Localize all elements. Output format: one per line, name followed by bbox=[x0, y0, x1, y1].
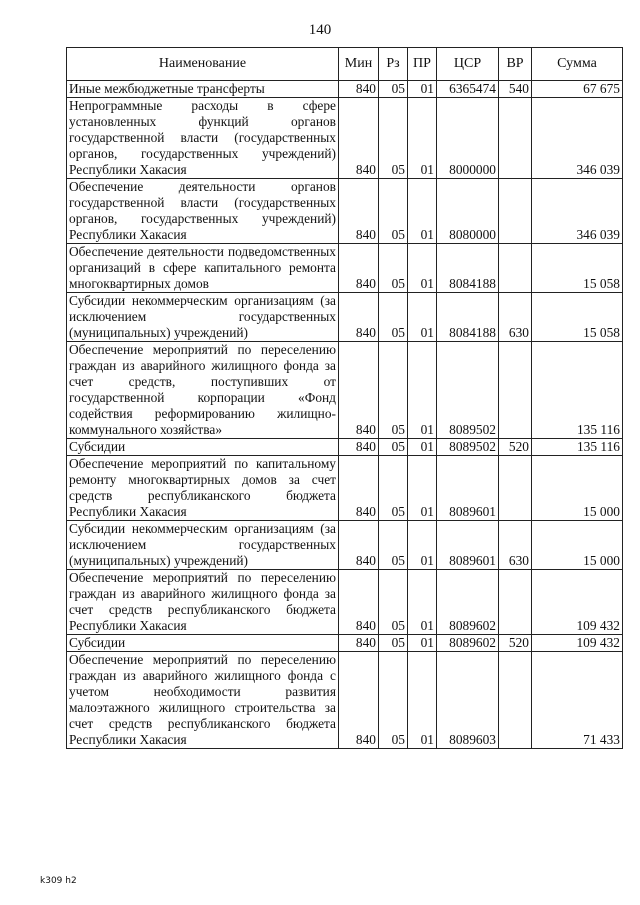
cell-vr bbox=[499, 456, 532, 521]
cell-vr bbox=[499, 98, 532, 179]
budget-table bbox=[66, 47, 623, 749]
cell-csr: 8089601 bbox=[437, 521, 499, 570]
cell-rz: 05 bbox=[379, 652, 408, 749]
cell-name: Субсидии bbox=[67, 439, 339, 456]
cell-name: Обеспечение мероприятий по капитальному ремонту многоквартирных домов за счет средств республиканского бюджета Республики Хакасия bbox=[67, 456, 339, 521]
cell-min: 840 bbox=[339, 342, 379, 439]
cell-pr: 01 bbox=[408, 456, 437, 521]
header-name: Наименование bbox=[67, 48, 339, 81]
cell-min: 840 bbox=[339, 179, 379, 244]
cell-vr bbox=[499, 342, 532, 439]
cell-vr bbox=[499, 570, 532, 635]
cell-min: 840 bbox=[339, 293, 379, 342]
cell-min: 840 bbox=[339, 98, 379, 179]
cell-csr: 8089502 bbox=[437, 439, 499, 456]
header-pr: ПР bbox=[408, 48, 437, 81]
header-rz: Рз bbox=[379, 48, 408, 81]
table-header-row bbox=[67, 48, 623, 81]
cell-pr: 01 bbox=[408, 179, 437, 244]
cell-name: Обеспечение мероприятий по переселению граждан из аварийного жилищного фонда за счет средств республиканского бюджета Республики Хакасия bbox=[67, 570, 339, 635]
cell-min: 840 bbox=[339, 570, 379, 635]
header-sum: Сумма bbox=[532, 48, 623, 81]
cell-sum: 71 433 bbox=[532, 652, 623, 749]
page-number: 140 bbox=[308, 22, 332, 38]
cell-rz: 05 bbox=[379, 244, 408, 293]
cell-min: 840 bbox=[339, 439, 379, 456]
table-row bbox=[67, 342, 623, 439]
cell-pr: 01 bbox=[408, 244, 437, 293]
cell-name: Обеспечение мероприятий по переселению граждан из аварийного жилищного фонда за счет средств, поступивших от государственной корпорации «Фонд содействия реформированию жилищно-коммунального хозяйства» bbox=[67, 342, 339, 439]
cell-vr: 540 bbox=[499, 81, 532, 98]
cell-vr bbox=[499, 179, 532, 244]
cell-vr: 630 bbox=[499, 293, 532, 342]
cell-pr: 01 bbox=[408, 439, 437, 456]
cell-min: 840 bbox=[339, 244, 379, 293]
footer-code: k309 h2 bbox=[40, 876, 77, 886]
cell-rz: 05 bbox=[379, 342, 408, 439]
table-row bbox=[67, 570, 623, 635]
cell-vr: 520 bbox=[499, 635, 532, 652]
cell-name: Обеспечение деятельности подведомственных организаций в сфере капитального ремонта многоквартирных домов bbox=[67, 244, 339, 293]
cell-rz: 05 bbox=[379, 521, 408, 570]
table-row bbox=[67, 439, 623, 456]
cell-sum: 109 432 bbox=[532, 570, 623, 635]
cell-csr: 8089602 bbox=[437, 570, 499, 635]
cell-name: Обеспечение деятельности органов государственной власти (государственных органов, государственных учреждений) Республики Хакасия bbox=[67, 179, 339, 244]
table-row bbox=[67, 81, 623, 98]
cell-vr: 520 bbox=[499, 439, 532, 456]
cell-pr: 01 bbox=[408, 570, 437, 635]
cell-sum: 135 116 bbox=[532, 439, 623, 456]
cell-csr: 8000000 bbox=[437, 98, 499, 179]
header-vr: ВР bbox=[499, 48, 532, 81]
cell-csr: 8089601 bbox=[437, 456, 499, 521]
cell-name: Обеспечение мероприятий по переселению граждан из аварийного жилищного фонда с учетом необходимости развития малоэтажного жилищного строительства за счет средств республиканского бюджета Республики Хакасия bbox=[67, 652, 339, 749]
cell-pr: 01 bbox=[408, 98, 437, 179]
cell-csr: 8089603 bbox=[437, 652, 499, 749]
cell-name: Субсидии некоммерческим организациям (за исключением государственных (муниципальных) учреждений) bbox=[67, 293, 339, 342]
cell-sum: 15 058 bbox=[532, 244, 623, 293]
cell-csr: 8084188 bbox=[437, 293, 499, 342]
cell-min: 840 bbox=[339, 81, 379, 98]
cell-rz: 05 bbox=[379, 570, 408, 635]
cell-pr: 01 bbox=[408, 342, 437, 439]
cell-csr: 8089602 bbox=[437, 635, 499, 652]
cell-name: Иные межбюджетные трансферты bbox=[67, 81, 339, 98]
cell-sum: 109 432 bbox=[532, 635, 623, 652]
cell-min: 840 bbox=[339, 456, 379, 521]
cell-min: 840 bbox=[339, 652, 379, 749]
cell-name: Непрограммные расходы в сфере установленных функций органов государственной власти (государственных органов, государственных учреждений) Республики Хакасия bbox=[67, 98, 339, 179]
cell-csr: 6365474 bbox=[437, 81, 499, 98]
table-row bbox=[67, 521, 623, 570]
cell-rz: 05 bbox=[379, 81, 408, 98]
cell-csr: 8084188 bbox=[437, 244, 499, 293]
cell-sum: 346 039 bbox=[532, 179, 623, 244]
table-row bbox=[67, 244, 623, 293]
cell-sum: 135 116 bbox=[532, 342, 623, 439]
cell-sum: 15 000 bbox=[532, 521, 623, 570]
table-row bbox=[67, 652, 623, 749]
cell-sum: 15 058 bbox=[532, 293, 623, 342]
table-row bbox=[67, 98, 623, 179]
cell-rz: 05 bbox=[379, 98, 408, 179]
table-row bbox=[67, 293, 623, 342]
cell-rz: 05 bbox=[379, 439, 408, 456]
cell-pr: 01 bbox=[408, 81, 437, 98]
cell-vr: 630 bbox=[499, 521, 532, 570]
cell-csr: 8089502 bbox=[437, 342, 499, 439]
cell-csr: 8080000 bbox=[437, 179, 499, 244]
cell-sum: 15 000 bbox=[532, 456, 623, 521]
cell-min: 840 bbox=[339, 521, 379, 570]
cell-rz: 05 bbox=[379, 456, 408, 521]
cell-pr: 01 bbox=[408, 652, 437, 749]
cell-rz: 05 bbox=[379, 635, 408, 652]
header-csr: ЦСР bbox=[437, 48, 499, 81]
header-min: Мин bbox=[339, 48, 379, 81]
cell-name: Субсидии некоммерческим организациям (за исключением государственных (муниципальных) учреждений) bbox=[67, 521, 339, 570]
table-row bbox=[67, 635, 623, 652]
cell-vr bbox=[499, 244, 532, 293]
cell-name: Субсидии bbox=[67, 635, 339, 652]
table-row bbox=[67, 179, 623, 244]
cell-rz: 05 bbox=[379, 293, 408, 342]
cell-pr: 01 bbox=[408, 293, 437, 342]
cell-vr bbox=[499, 652, 532, 749]
cell-sum: 67 675 bbox=[532, 81, 623, 98]
table-row bbox=[67, 456, 623, 521]
cell-pr: 01 bbox=[408, 635, 437, 652]
cell-pr: 01 bbox=[408, 521, 437, 570]
cell-rz: 05 bbox=[379, 179, 408, 244]
cell-min: 840 bbox=[339, 635, 379, 652]
cell-sum: 346 039 bbox=[532, 98, 623, 179]
